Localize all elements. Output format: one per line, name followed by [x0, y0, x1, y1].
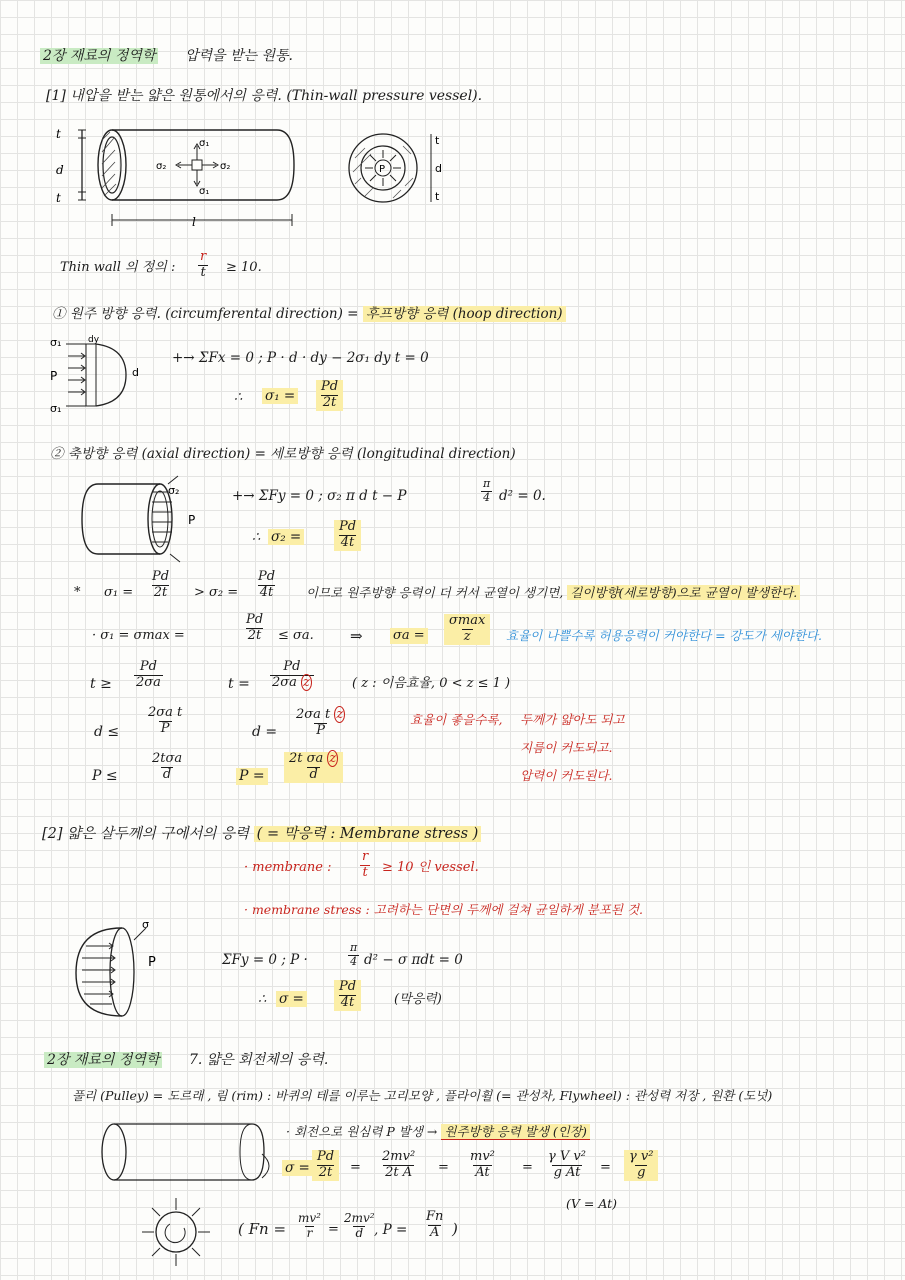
ring-stress-f3: $\frac{\text{mv²}}{At}$	[470, 1149, 495, 1180]
pulley-definition: 풀리 (Pulley) = 도르래 , 림 (rim) : 바퀴의 테를 이루는 고리모양 , 플라이휠 (= 관성차, Flywheel) : 관성력 저장 , 원환 (도넛)	[72, 1088, 773, 1103]
fig2-p: P	[379, 164, 386, 175]
p-equation: P =	[236, 768, 268, 785]
d-equation-frac: $\frac{\text{2σa t z}}{P}$	[296, 707, 344, 738]
membrane-cond: ≥ 10 인 vessel.	[382, 860, 479, 875]
chapter2-title: 2장 재료의 정역학 7. 얇은 회전체의 응력.	[44, 1052, 328, 1069]
hoop-equilibrium: +→ ΣFx = 0 ; P · d · dy − 2σ₁ dy t = 0	[172, 350, 429, 366]
volume-note: (V = At)	[566, 1196, 618, 1211]
fn-open: ( Fn =	[238, 1220, 287, 1238]
efficiency-blue-note: 효율이 나쁠수록 허용응력이 커야한다 = 강도가 세야한다.	[506, 628, 823, 643]
d-equation: d =	[252, 724, 278, 740]
sphere-therefore: ∴	[258, 992, 267, 1007]
part2-heading: [2] 얇은 살두께의 구에서의 응력 ( = 막응력 : Membrane stress )	[42, 826, 481, 843]
fn-f3: $\frac{Fn}{A}$	[426, 1209, 444, 1240]
p-inequality: P ≤	[92, 768, 118, 784]
red-note-1: 효율이 좋을수록,	[410, 712, 503, 727]
fig2-t-top: t	[435, 134, 440, 147]
fig2-d: d	[435, 162, 442, 175]
axial-therefore: ∴	[252, 530, 261, 545]
axial-result-lhs: σ₂ =	[268, 529, 304, 545]
axial-p: P	[188, 513, 196, 527]
fig1-t-bottom: t	[56, 191, 61, 205]
fig2-t-bottom: t	[435, 190, 440, 203]
part1-heading: [1] 내압을 받는 얇은 원통에서의 응력. (Thin-wall pressure vessel).	[46, 88, 483, 104]
design-row1-frac: $\frac{Pd}{2t}$	[246, 612, 264, 643]
efficiency-mark: z	[303, 674, 310, 690]
fig1-s1-top: σ₁	[199, 138, 210, 149]
axial-figure	[80, 476, 210, 562]
d-inequality-frac: $\frac{\text{2σa t}}{P}$	[148, 705, 183, 736]
hoop-result-lhs: σ₁ =	[262, 388, 298, 404]
efficiency-note: ( z : 이음효율, 0 < z ≤ 1 )	[352, 676, 511, 691]
sphere-sigma: σ	[142, 918, 149, 931]
hoop-result: $\frac{Pd}{2t}$	[316, 380, 343, 411]
fn-close: )	[452, 1220, 458, 1238]
axial-pi-over-4: $\frac{\pi}{4}$	[483, 477, 491, 504]
design-implies: ⇒	[350, 627, 363, 645]
compare-s1-frac: $\frac{Pd}{2t}$	[152, 569, 170, 600]
ring-stress-f5: $\frac{\text{γ v²}}{g}$	[624, 1150, 658, 1181]
sphere-figure	[72, 918, 172, 1018]
fig1-d: d	[56, 163, 64, 177]
cross-section-figure	[345, 128, 445, 208]
axial-result: $\frac{Pd}{4t}$	[334, 520, 361, 551]
allowable-stress-lhs: σa =	[390, 628, 428, 644]
allowable-stress-frac: σmax z	[444, 614, 490, 645]
membrane-ratio: $\frac{r}{t}$	[362, 849, 369, 880]
hoop-figure	[50, 334, 140, 416]
ring-stress-f2: $\frac{\text{2mv²}}{\text{2t A}}$	[382, 1149, 416, 1180]
red-note-2: 두께가 얇아도 되고	[520, 712, 625, 727]
hoop-therefore: ∴	[234, 390, 243, 405]
design-row1-b: ≤ σa.	[278, 628, 314, 643]
fig1-s2-left: σ₂	[156, 161, 167, 172]
t-inequality: t ≥	[90, 676, 112, 692]
thin-wall-definition: Thin wall 의 정의 :	[60, 260, 176, 275]
p-inequality-frac: 2tσa d	[152, 751, 183, 782]
t-equation-frac: $\frac{Pd}{\text{2σa z}}$	[270, 660, 314, 691]
hoop-d: d	[132, 366, 139, 379]
fig1-l: l	[192, 215, 196, 229]
sphere-result: $\frac{Pd}{4t}$	[334, 980, 361, 1011]
thin-wall-condition: ≥ 10.	[226, 260, 262, 275]
hoop-s1-top: σ₁	[50, 336, 62, 349]
sphere-equilibrium: ΣFy = 0 ; P ·	[222, 952, 308, 968]
d-inequality: d ≤	[94, 724, 120, 740]
axial-heading: ② 축방향 응력 (axial direction) = 세로방향 응력 (longitudinal direction)	[50, 446, 516, 462]
fn-f1: $\frac{\text{mv²}}{r}$	[298, 1211, 321, 1240]
efficiency-mark-2: z	[336, 707, 344, 722]
chapter-title	[40, 48, 293, 65]
compare-text: 이므로 원주방향 응력이 더 커서 균열이 생기면, 길이방향(세로방향)으로 균열이 발생한다.	[306, 585, 800, 600]
membrane-stress-def: · membrane stress : 고려하는 단면의 두께에 걸쳐 균일하게 분포된 것.	[244, 902, 644, 917]
fn-mid: , P =	[374, 1222, 408, 1238]
hoop-dy: dy	[88, 335, 100, 345]
section-title: 압력을 받는 원통.	[184, 48, 293, 64]
hoop-s1-bottom: σ₁	[50, 402, 62, 415]
sphere-pi-over-4: $\frac{\pi}{4}$	[350, 941, 358, 968]
sphere-result-lhs: σ =	[276, 991, 307, 1007]
compare-s1: σ₁ =	[104, 585, 134, 600]
axial-equilibrium-tail: d² = 0.	[499, 488, 546, 504]
chapter-label: 2장 재료의 정역학	[40, 48, 158, 64]
axial-s2: σ₂	[168, 484, 180, 497]
hoop-heading: ① 원주 방향 응력. (circumferental direction) = 후프방향 응력 (hoop direction)	[52, 306, 566, 322]
ring-stress-f4: $\frac{\text{γ V v²}}{\text{g At}}$	[548, 1149, 586, 1180]
fig1-s2-right: σ₂	[220, 161, 231, 172]
fig1-t-top: t	[56, 127, 61, 141]
fig1-s1-bottom: σ₁	[199, 186, 210, 197]
sphere-p: P	[148, 955, 156, 970]
ring-stress-f1: $\frac{Pd}{2t}$	[312, 1150, 339, 1181]
p-equation-frac: $\frac{\text{2t σa z}}{d}$	[284, 752, 343, 783]
rim-figure	[100, 1120, 275, 1186]
hoop-p: P	[50, 369, 58, 383]
sphere-result-note: (막응력)	[394, 992, 442, 1007]
compare-star: *	[74, 585, 81, 600]
sphere-equilibrium-tail: d² − σ πdt = 0	[364, 952, 463, 968]
design-row1: · σ₁ = σmax =	[92, 628, 185, 643]
right-arrow-icon	[258, 1152, 280, 1180]
efficiency-mark-3: z	[329, 751, 337, 766]
red-note-3: 지름이 커도되고.	[520, 740, 613, 755]
t-equation: t =	[228, 676, 250, 692]
red-note-4: 압력이 커도된다.	[520, 768, 613, 783]
t-inequality-frac: $\frac{Pd}{2\sigma a}$	[136, 659, 161, 690]
thin-wall-ratio: $\frac{r}{t}$	[200, 249, 207, 280]
ring-stress-lhs: σ =	[282, 1160, 313, 1176]
membrane-def: · membrane :	[244, 860, 332, 875]
rotating-ring-figure	[140, 1194, 220, 1270]
compare-s2-frac: $\frac{Pd}{4t}$	[258, 569, 276, 600]
fn-f2: $\frac{\text{2mv²}}{d}$	[344, 1211, 375, 1240]
centrifugal-note: · 회전으로 원심력 P 발생 → 원주방향 응력 발생 (인장)	[286, 1124, 590, 1139]
compare-gt: > σ₂ =	[194, 585, 239, 600]
axial-equilibrium: +→ ΣFy = 0 ; σ₂ π d t − P	[232, 488, 407, 504]
cylinder-figure	[52, 122, 302, 232]
